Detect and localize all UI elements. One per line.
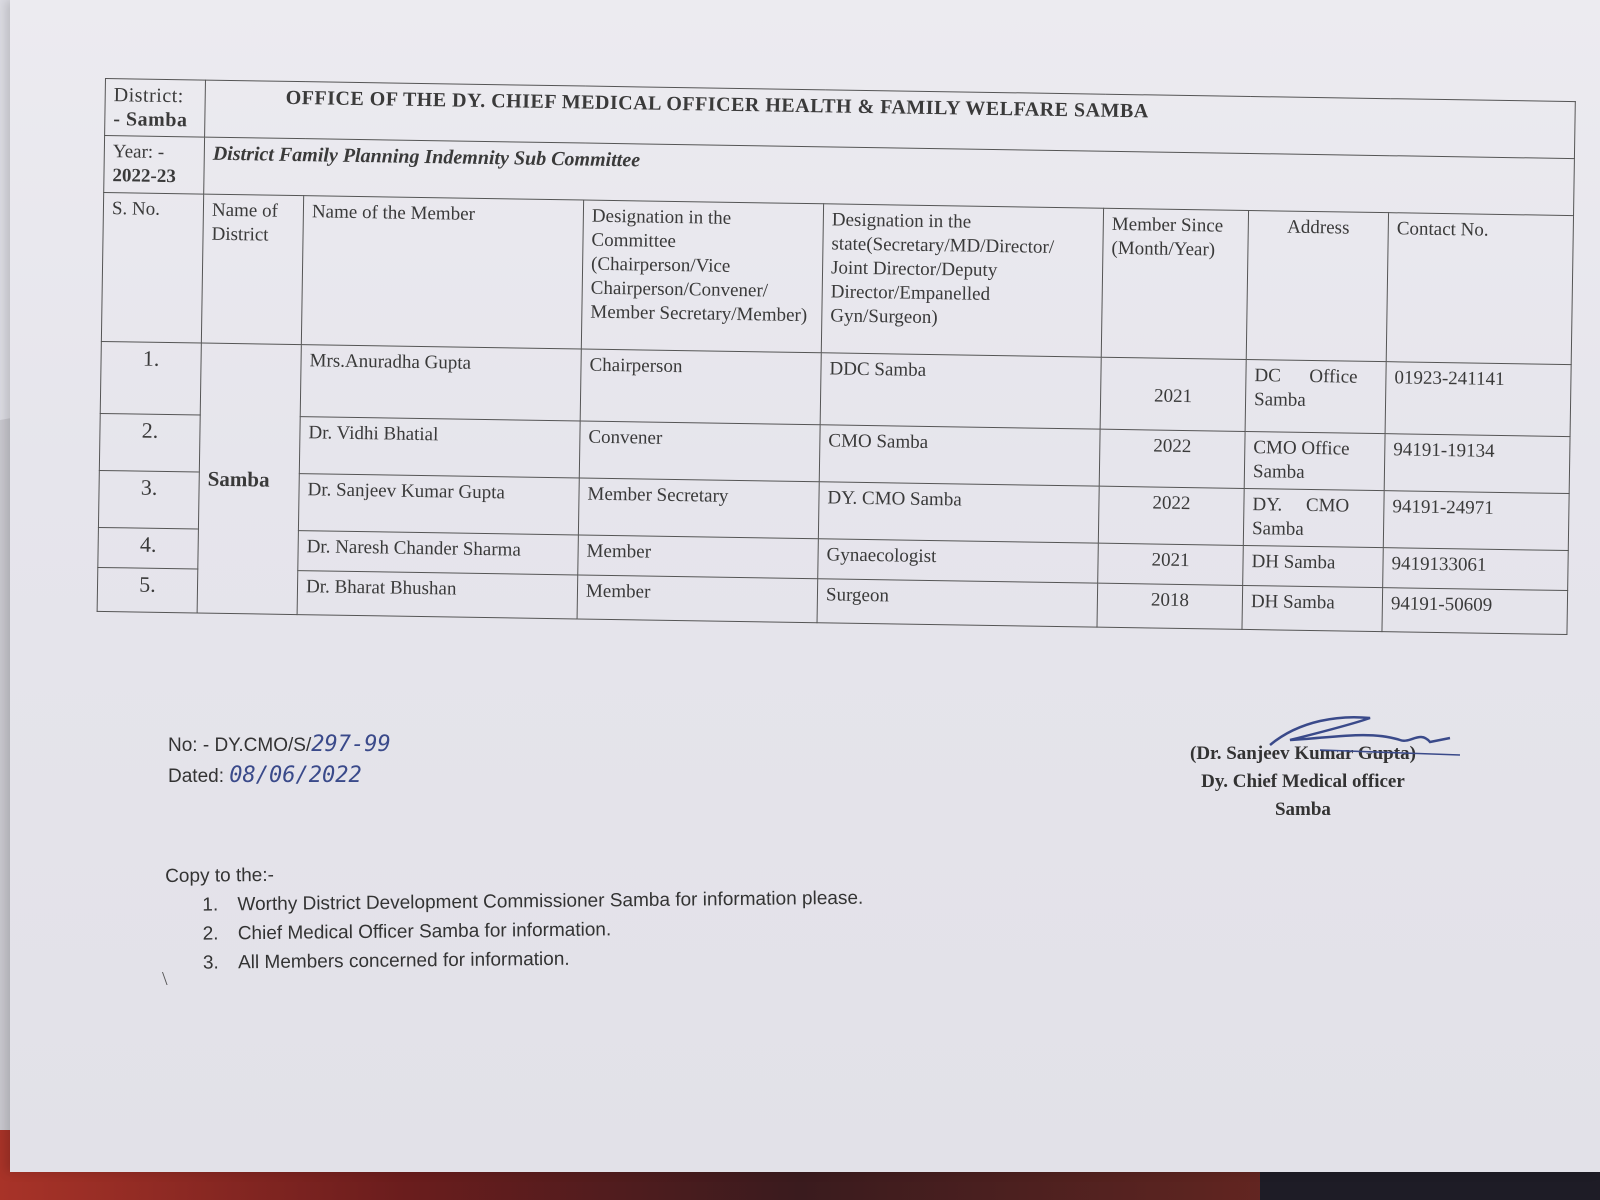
row-contact: 01923-241141 bbox=[1385, 362, 1571, 437]
committee-table-block bbox=[96, 78, 1575, 661]
row-committee-designation: Convener bbox=[579, 421, 820, 482]
row-committee-designation: Member Secretary bbox=[578, 478, 819, 539]
reference-number-label: No: - DY.CMO/S/ bbox=[168, 735, 312, 756]
row-state-designation: DDC Samba bbox=[820, 353, 1101, 429]
row-state-designation: CMO Samba bbox=[819, 425, 1100, 486]
row-state-designation: Surgeon bbox=[817, 579, 1098, 627]
row-member-since: 2021 bbox=[1100, 357, 1246, 431]
row-member-since: 2022 bbox=[1098, 486, 1244, 545]
header-address: Address bbox=[1246, 210, 1388, 361]
row-sno: 2. bbox=[99, 413, 200, 472]
header-state-designation: Designation in the state(Secretary/MD/Director/ Joint Director/Deputy Director/Empanelled Gyn/Surgeon) bbox=[821, 204, 1103, 357]
signatory-designation: Dy. Chief Medical officer bbox=[1201, 771, 1405, 792]
row-member-name: Dr. Naresh Chander Sharma bbox=[298, 531, 579, 575]
row-sno: 5. bbox=[97, 567, 198, 613]
year-value: 2022-23 bbox=[112, 165, 176, 188]
district-name: Samba bbox=[197, 343, 301, 615]
row-member-since: 2021 bbox=[1098, 543, 1244, 585]
reference-date bbox=[168, 761, 391, 792]
office-title: OFFICE OF THE DY. CHIEF MEDICAL OFFICER HEALTH & FAMILY WELFARE SAMBA bbox=[205, 80, 1576, 159]
header-member-since: Member Since (Month/Year) bbox=[1101, 208, 1248, 359]
copy-to-block bbox=[165, 855, 864, 978]
row-state-designation: Gynaecologist bbox=[818, 539, 1099, 583]
signatory-name: (Dr. Sanjeev Kumar Gupta) bbox=[1190, 743, 1416, 764]
district-value: - Samba bbox=[113, 108, 188, 132]
row-sno: 4. bbox=[98, 527, 199, 569]
copy-list bbox=[165, 884, 864, 978]
reference-date-label: Dated: bbox=[168, 766, 224, 787]
row-contact: 94191-50609 bbox=[1382, 588, 1568, 635]
header-district: Name of District bbox=[201, 194, 303, 345]
row-member-name: Dr. Sanjeev Kumar Gupta bbox=[298, 474, 579, 535]
row-address: DH Samba bbox=[1242, 585, 1383, 631]
row-member-since: 2018 bbox=[1097, 583, 1243, 629]
row-committee-designation: Member bbox=[578, 535, 819, 579]
row-contact: 94191-19134 bbox=[1384, 434, 1570, 494]
reference-date-handwritten: 08/06/2022 bbox=[229, 763, 362, 788]
header-contact: Contact No. bbox=[1386, 213, 1573, 365]
handwritten-signature bbox=[1260, 700, 1460, 760]
reference-block bbox=[168, 730, 391, 792]
district-cell bbox=[105, 79, 206, 138]
stray-mark: \ bbox=[162, 968, 168, 990]
row-member-name: Dr. Vidhi Bhatial bbox=[299, 417, 580, 478]
document-page bbox=[10, 0, 1600, 1172]
copy-heading: Copy to the:- bbox=[165, 864, 275, 887]
signatory-place: Samba bbox=[1274, 799, 1331, 820]
signature-block bbox=[1190, 740, 1416, 824]
year-cell bbox=[104, 136, 205, 195]
committee-table bbox=[97, 78, 1576, 635]
header-member: Name of the Member bbox=[301, 196, 583, 349]
row-address: CMO Office Samba bbox=[1244, 431, 1385, 490]
row-member-name: Dr. Bharat Bhushan bbox=[297, 571, 578, 619]
row-member-name: Mrs.Anuradha Gupta bbox=[300, 345, 581, 421]
row-sno: 3. bbox=[98, 470, 199, 529]
row-committee-designation: Chairperson bbox=[580, 349, 821, 425]
row-state-designation: DY. CMO Samba bbox=[818, 482, 1099, 543]
header-sno: S. No. bbox=[101, 192, 203, 343]
row-address: DY. CMO Samba bbox=[1243, 488, 1384, 547]
row-committee-designation: Member bbox=[577, 575, 818, 623]
row-sno: 1. bbox=[100, 341, 201, 415]
reference-number bbox=[168, 730, 391, 761]
row-address: DH Samba bbox=[1243, 545, 1384, 587]
copy-item: 3. All Members concerned for information. bbox=[224, 942, 864, 978]
row-contact: 94191-24971 bbox=[1383, 491, 1569, 551]
year-label: Year: - bbox=[112, 141, 165, 163]
copy-item: 2. Chief Medical Officer Samba for information. bbox=[224, 913, 864, 949]
header-committee-designation: Designation in the Committee (Chairperson/Vice Chairperson/Convener/ Member Secretary/Member) bbox=[581, 200, 823, 353]
row-contact: 9419133061 bbox=[1383, 548, 1569, 591]
committee-title: District Family Planning Indemnity Sub Committee bbox=[204, 137, 1575, 216]
row-member-since: 2022 bbox=[1099, 429, 1245, 488]
district-label: District: bbox=[113, 84, 184, 108]
copy-item: 1. Worthy District Development Commissioner Samba for information please. bbox=[223, 884, 863, 920]
reference-number-handwritten: 297-99 bbox=[311, 732, 391, 757]
row-address: DC Office Samba bbox=[1245, 359, 1386, 433]
